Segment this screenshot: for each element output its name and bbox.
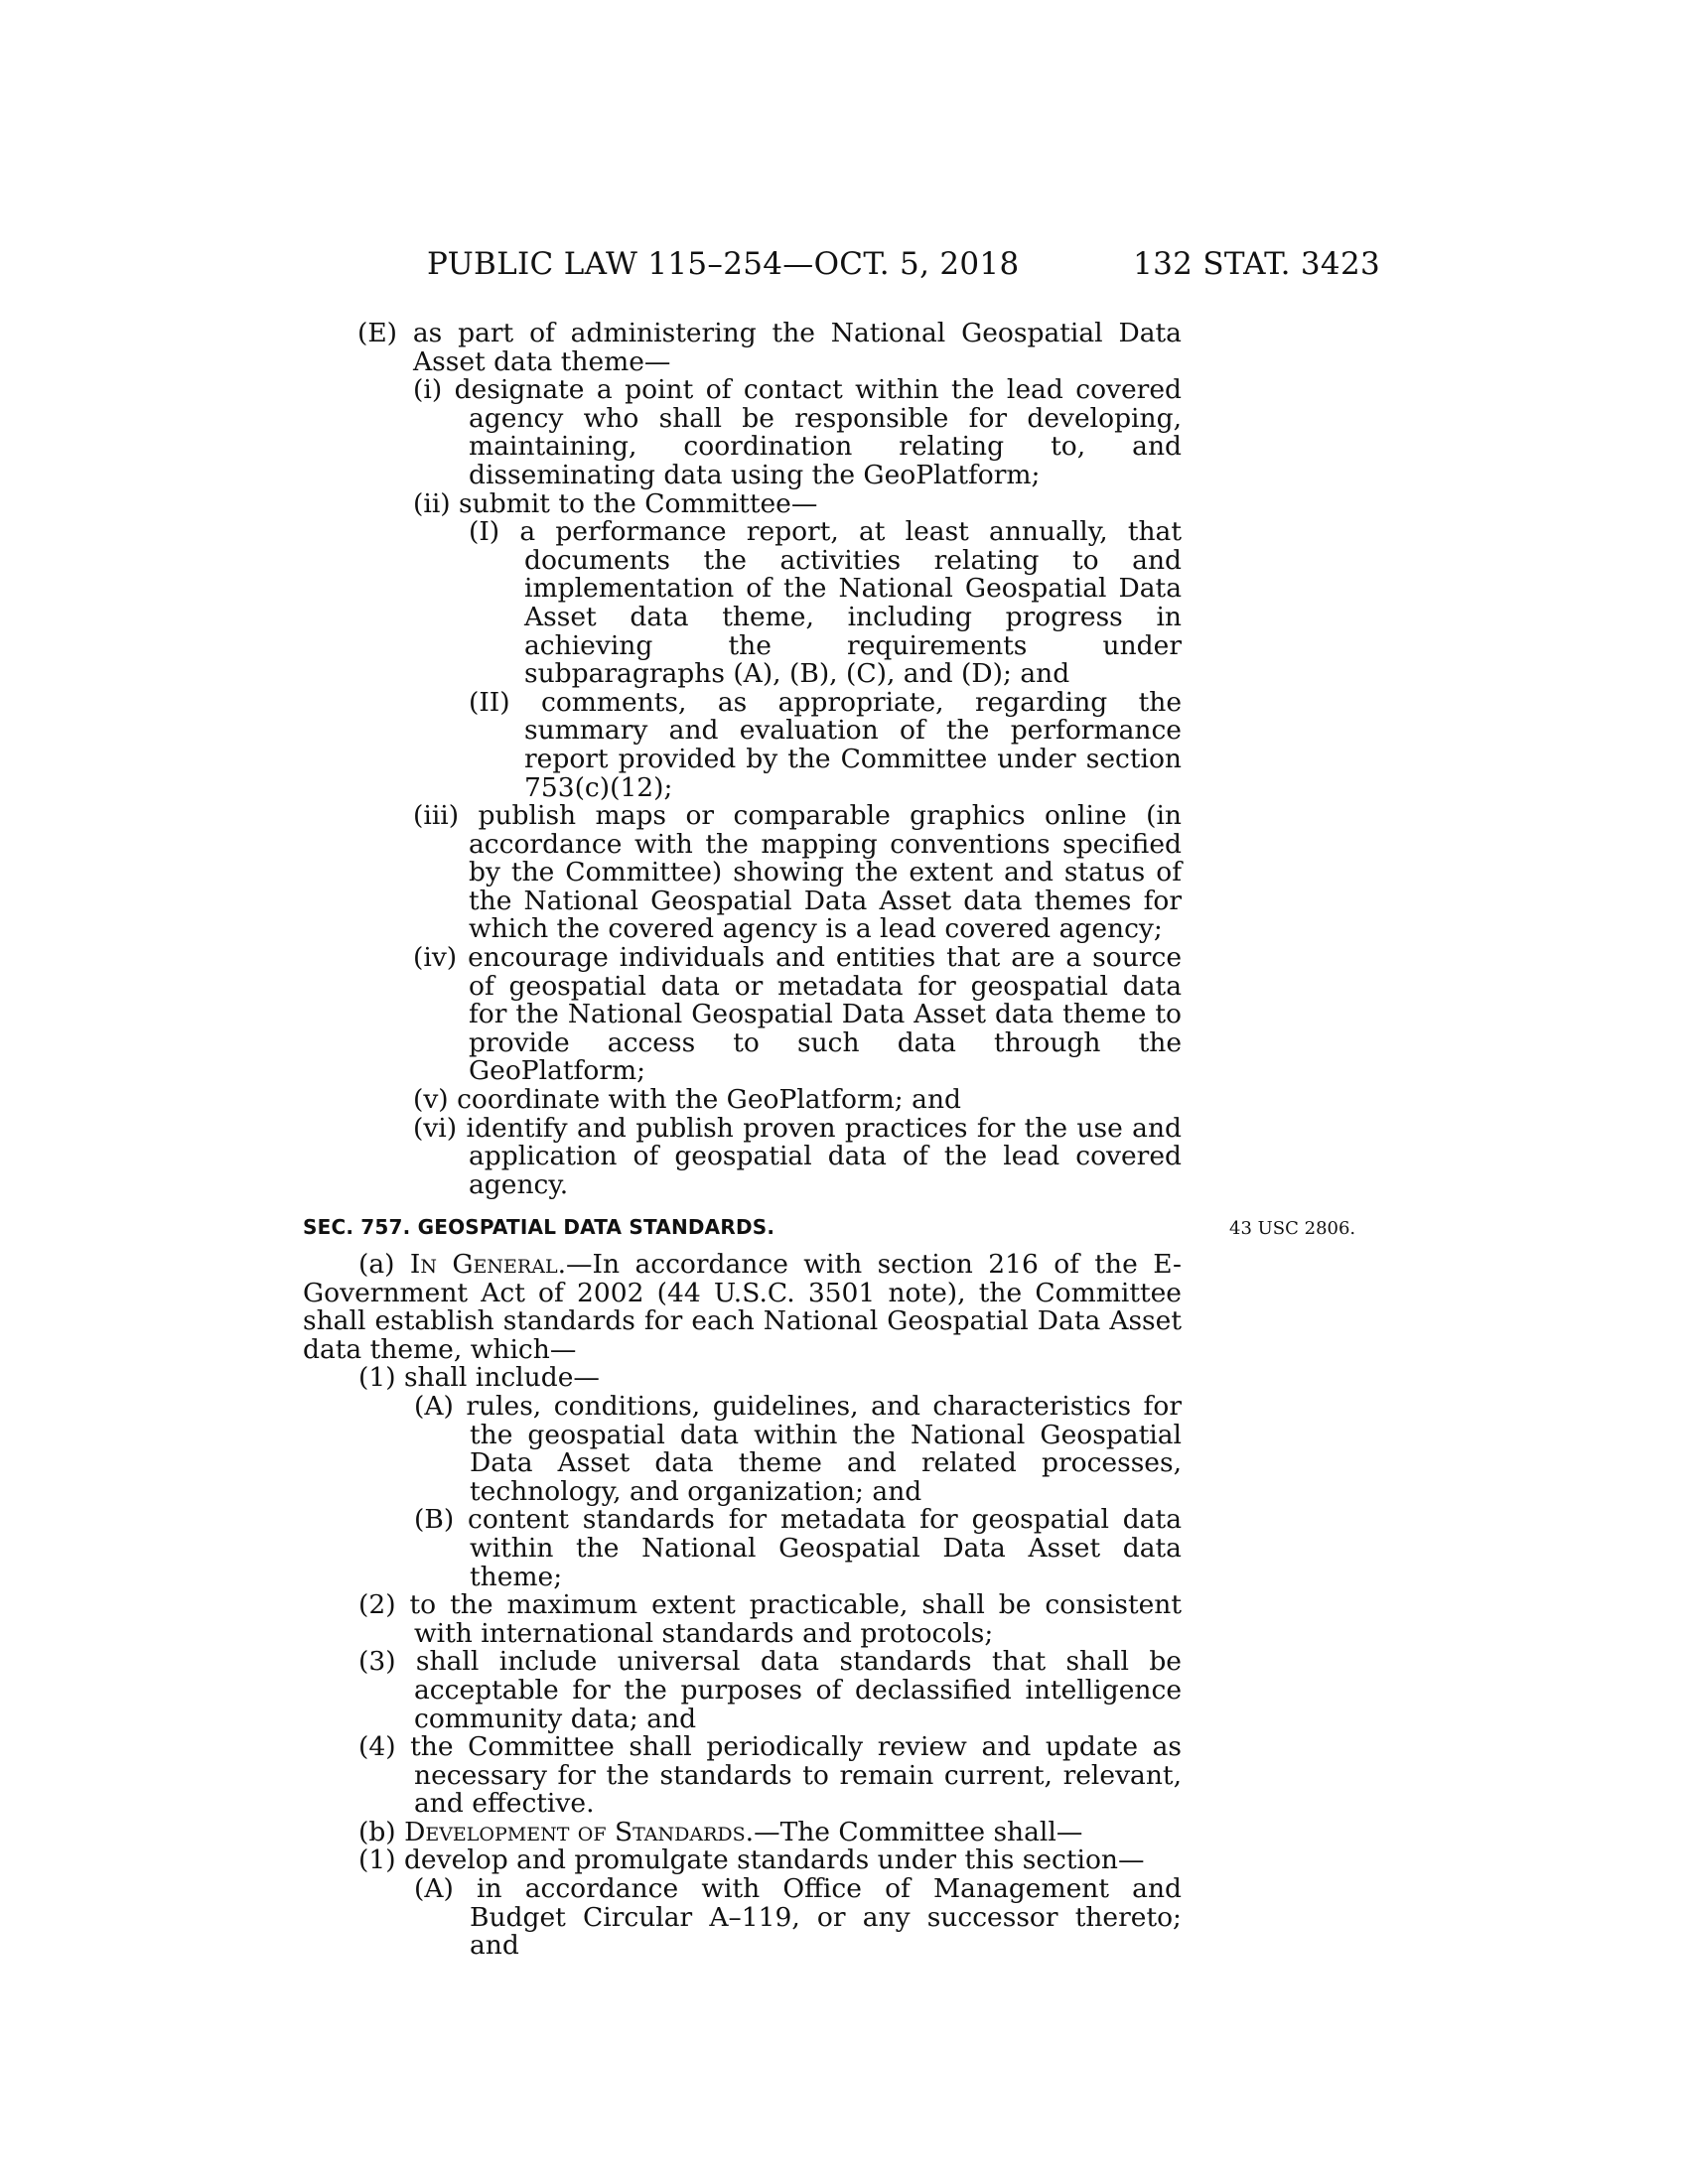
subparagraph-a-1-A: (A) rules, conditions, guidelines, and characteristics for the geospatial data within the National Geospatial Data Asset data theme and related processes, technology, and organization; and (414, 1390, 1182, 1507)
clause-iv: (iv) encourage individuals and entities that are a source of geospatial data or metadata for geospatial data for the National Geospatial Data Asset data theme to provide access to such data through the GeoPlatform; (413, 942, 1182, 1087)
section-heading: SEC. 757. GEOSPATIAL DATA STANDARDS. (303, 1215, 775, 1239)
paragraph-a-1: (1) shall include— (358, 1362, 600, 1394)
subsection-b: (b) Development of Standards.—The Committee shall— (358, 1816, 1083, 1847)
clause-ii: (ii) submit to the Committee— (413, 487, 818, 519)
clause-vi: (vi) identify and publish proven practices for the use and application of geospatial data of the lead covered agency. (413, 1112, 1182, 1200)
subclause-II: (II) comments, as appropriate, regarding the summary and evaluation of the performance report provided by the Committee under section 753(c)(12); (469, 686, 1182, 803)
running-head: PUBLIC LAW 115–254—OCT. 5, 2018 (427, 246, 1020, 282)
paragraph-a-2: (2) to the maximum extent practicable, shall be consistent with international standards and protocols; (358, 1589, 1182, 1649)
paragraph-a-4: (4) the Committee shall periodically review and update as necessary for the standards to remain current, relevant, and effective. (358, 1731, 1182, 1820)
paragraph-E: (E) as part of administering the National Geospatial Data Asset data theme— (357, 318, 1182, 377)
page-header (427, 246, 1380, 286)
subsection-a: (a) In General.—In accordance with section 216 of the E-Government Act of 2002 (44 U.S.C. 3501 note), the Committee shall establish standards for each National Geospatial Data Asset data theme, which— (303, 1249, 1183, 1365)
subsection-a-caption: In General. (409, 1249, 566, 1280)
clause-i: (i) designate a point of contact within the lead covered agency who shall be responsible for developing, maintaining, coordination relating to, and disseminating data using the GeoPlatform; (413, 374, 1182, 490)
usc-margin-note: 43 USC 2806. (1229, 1218, 1356, 1239)
paragraph-b-1: (1) develop and promulgate standards under this section— (358, 1844, 1145, 1876)
subparagraph-b-1-A: (A) in accordance with Office of Management and Budget Circular A–119, or any successor thereto; and (414, 1873, 1182, 1962)
section-757-text-block (303, 1251, 1182, 1961)
stat-page-number: 132 STAT. 3423 (1133, 246, 1380, 282)
subparagraph-a-1-B: (B) content standards for metadata for geospatial data within the National Geospatial Data Asset data theme; (414, 1504, 1182, 1592)
clause-iii: (iii) publish maps or comparable graphics online (in accordance with the mapping conventions specified by the Committee) showing the extent and status of the National Geospatial Data Asset data themes for which the covered agency is a lead covered agency; (413, 800, 1182, 945)
paragraph-a-3: (3) shall include universal data standards that shall be acceptable for the purposes of declassified intelligence community data; and (358, 1646, 1182, 1734)
subclause-I: (I) a performance report, at least annually, that documents the activities relating to and implementation of the National Geospatial Data Asset data theme, including progress in achieving the requirements under subparagraphs (A), (B), (C), and (D); and (469, 516, 1182, 690)
clause-v: (v) coordinate with the GeoPlatform; and (413, 1084, 961, 1116)
continued-text-block (357, 320, 1182, 1199)
subsection-b-caption: Development of Standards. (404, 1816, 755, 1847)
